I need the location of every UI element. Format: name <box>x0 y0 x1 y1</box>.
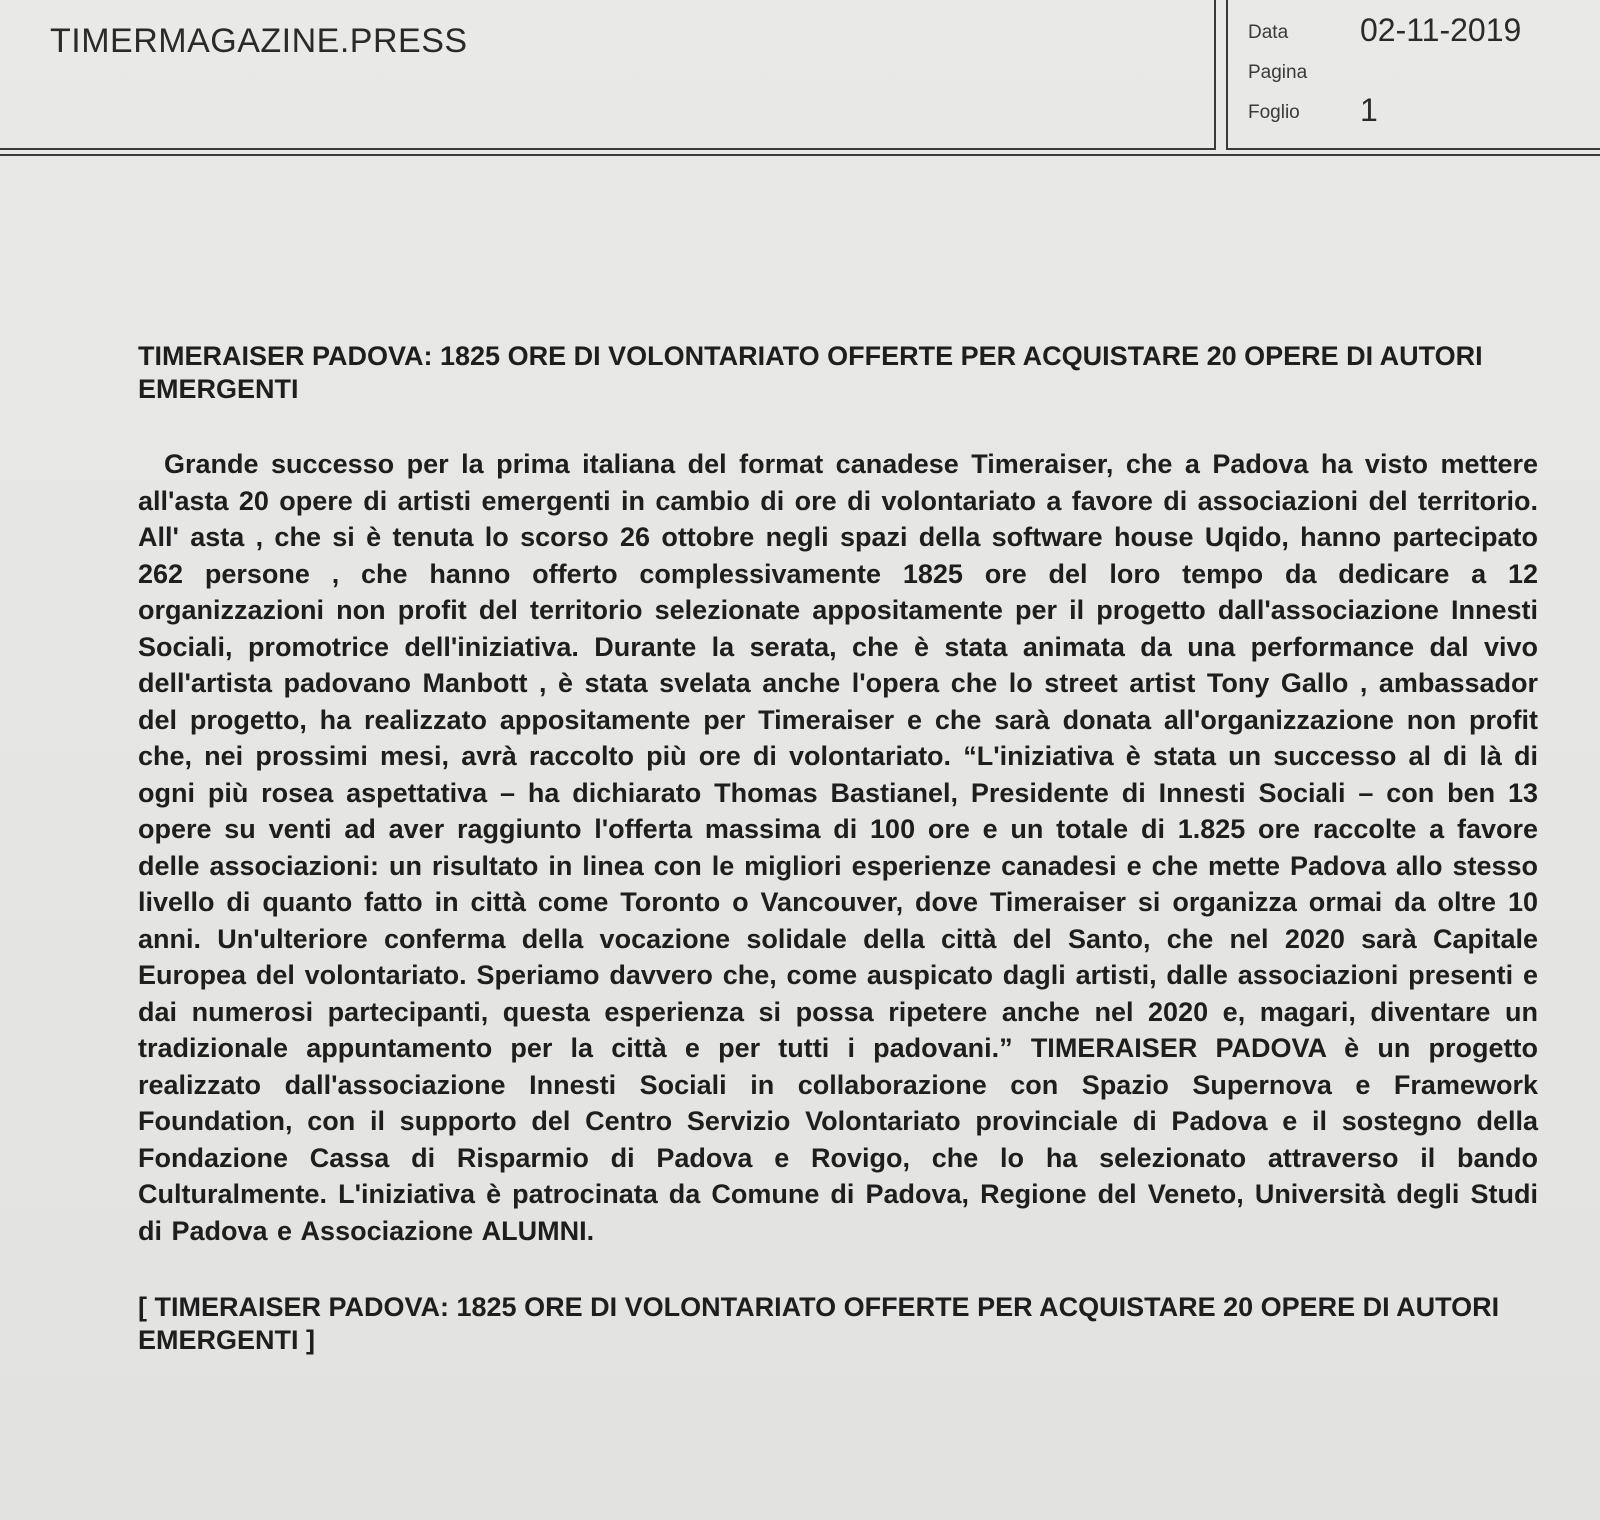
article-body: Grande successo per la prima italiana del format canadese Timeraiser, che a Padova ha visto mettere all'asta 20 opere di artisti emergenti in cambio di ore di volontariato a favore di associazioni del territorio. All' asta , che si è tenuta lo scorso 26 ottobre negli spazi della software house Uqido, hanno partecipato 262 persone , che hanno offerto complessivamente 1825 ore del loro tempo da dedicare a 12 organizzazioni non profit del territorio selezionate appositamente per il progetto dall'associazione Innesti Sociali, promotrice dell'iniziativa. Durante la serata, che è stata animata da una performance dal vivo dell'artista padovano Manbott , è stata svelata anche l'opera che lo street artist Tony Gallo , ambassador del progetto, ha realizzato appositamente per Timeraiser e che sarà donata all'organizzazione non profit che, nei prossimi mesi, avrà raccolto più ore di volontariato. “L'iniziativa è stata un successo al di là di ogni più rosea aspettativa – ha dichiarato Thomas Bastianel, Presidente di Innesti Sociali – con ben 13 opere su venti ad aver raggiunto l'offerta massima di 100 ore e un totale di 1.825 ore raccolte a favore delle associazioni: un risultato in linea con le migliori esperienze canadesi e che mette Padova allo stesso livello di quanto fatto in città come Toronto o Vancouver, dove Timeraiser si organizza ormai da oltre 10 anni. Un'ulteriore conferma della vocazione solidale della città del Santo, che nel 2020 sarà Capitale Europea del volontariato. Speriamo davvero che, come auspicato dagli artisti, dalle associazioni presenti e dai numerosi partecipanti, questa esperienza si possa ripetere anche nel 2020 e, magari, diventare un tradizionale appuntamento per la città e per tutti i padovani.” TIMERAISER PADOVA è un progetto realizzato dall'associazione Innesti Sociali in collaborazione con Spazio Supernova e Framework Foundation, con il supporto del Centro Servizio Volontariato provinciale di Padova e il sostegno della Fondazione Cassa di Risparmio di Padova e Rovigo, che lo ha selezionato attraverso il bando Culturalmente. L'iniziativa è patrocinata da Comune di Padova, Regione del Veneto, Università degli Studi di Padova e Associazione ALUMNI. <box>138 449 1538 1246</box>
masthead-box <box>0 0 1216 150</box>
header-divider <box>0 154 1600 156</box>
data-label: Data <box>1248 22 1289 43</box>
article-footer-title: [ TIMERAISER PADOVA: 1825 ORE DI VOLONTARIATO OFFERTE PER ACQUISTARE 20 OPERE DI AUTORI EMERGENTI ] <box>138 1292 1500 1355</box>
data-value: 02-11-2019 <box>1360 12 1522 48</box>
meta-box <box>1226 0 1600 150</box>
foglio-value: 1 <box>1360 92 1378 128</box>
article <box>138 340 1538 1357</box>
article-headline: TIMERAISER PADOVA: 1825 ORE DI VOLONTARIATO OFFERTE PER ACQUISTARE 20 OPERE DI AUTORI EMERGENTI <box>138 341 1483 404</box>
pagina-label: Pagina <box>1248 62 1308 83</box>
masthead: TIMERMAGAZINE.PRESS <box>50 22 468 60</box>
foglio-label: Foglio <box>1248 102 1300 123</box>
